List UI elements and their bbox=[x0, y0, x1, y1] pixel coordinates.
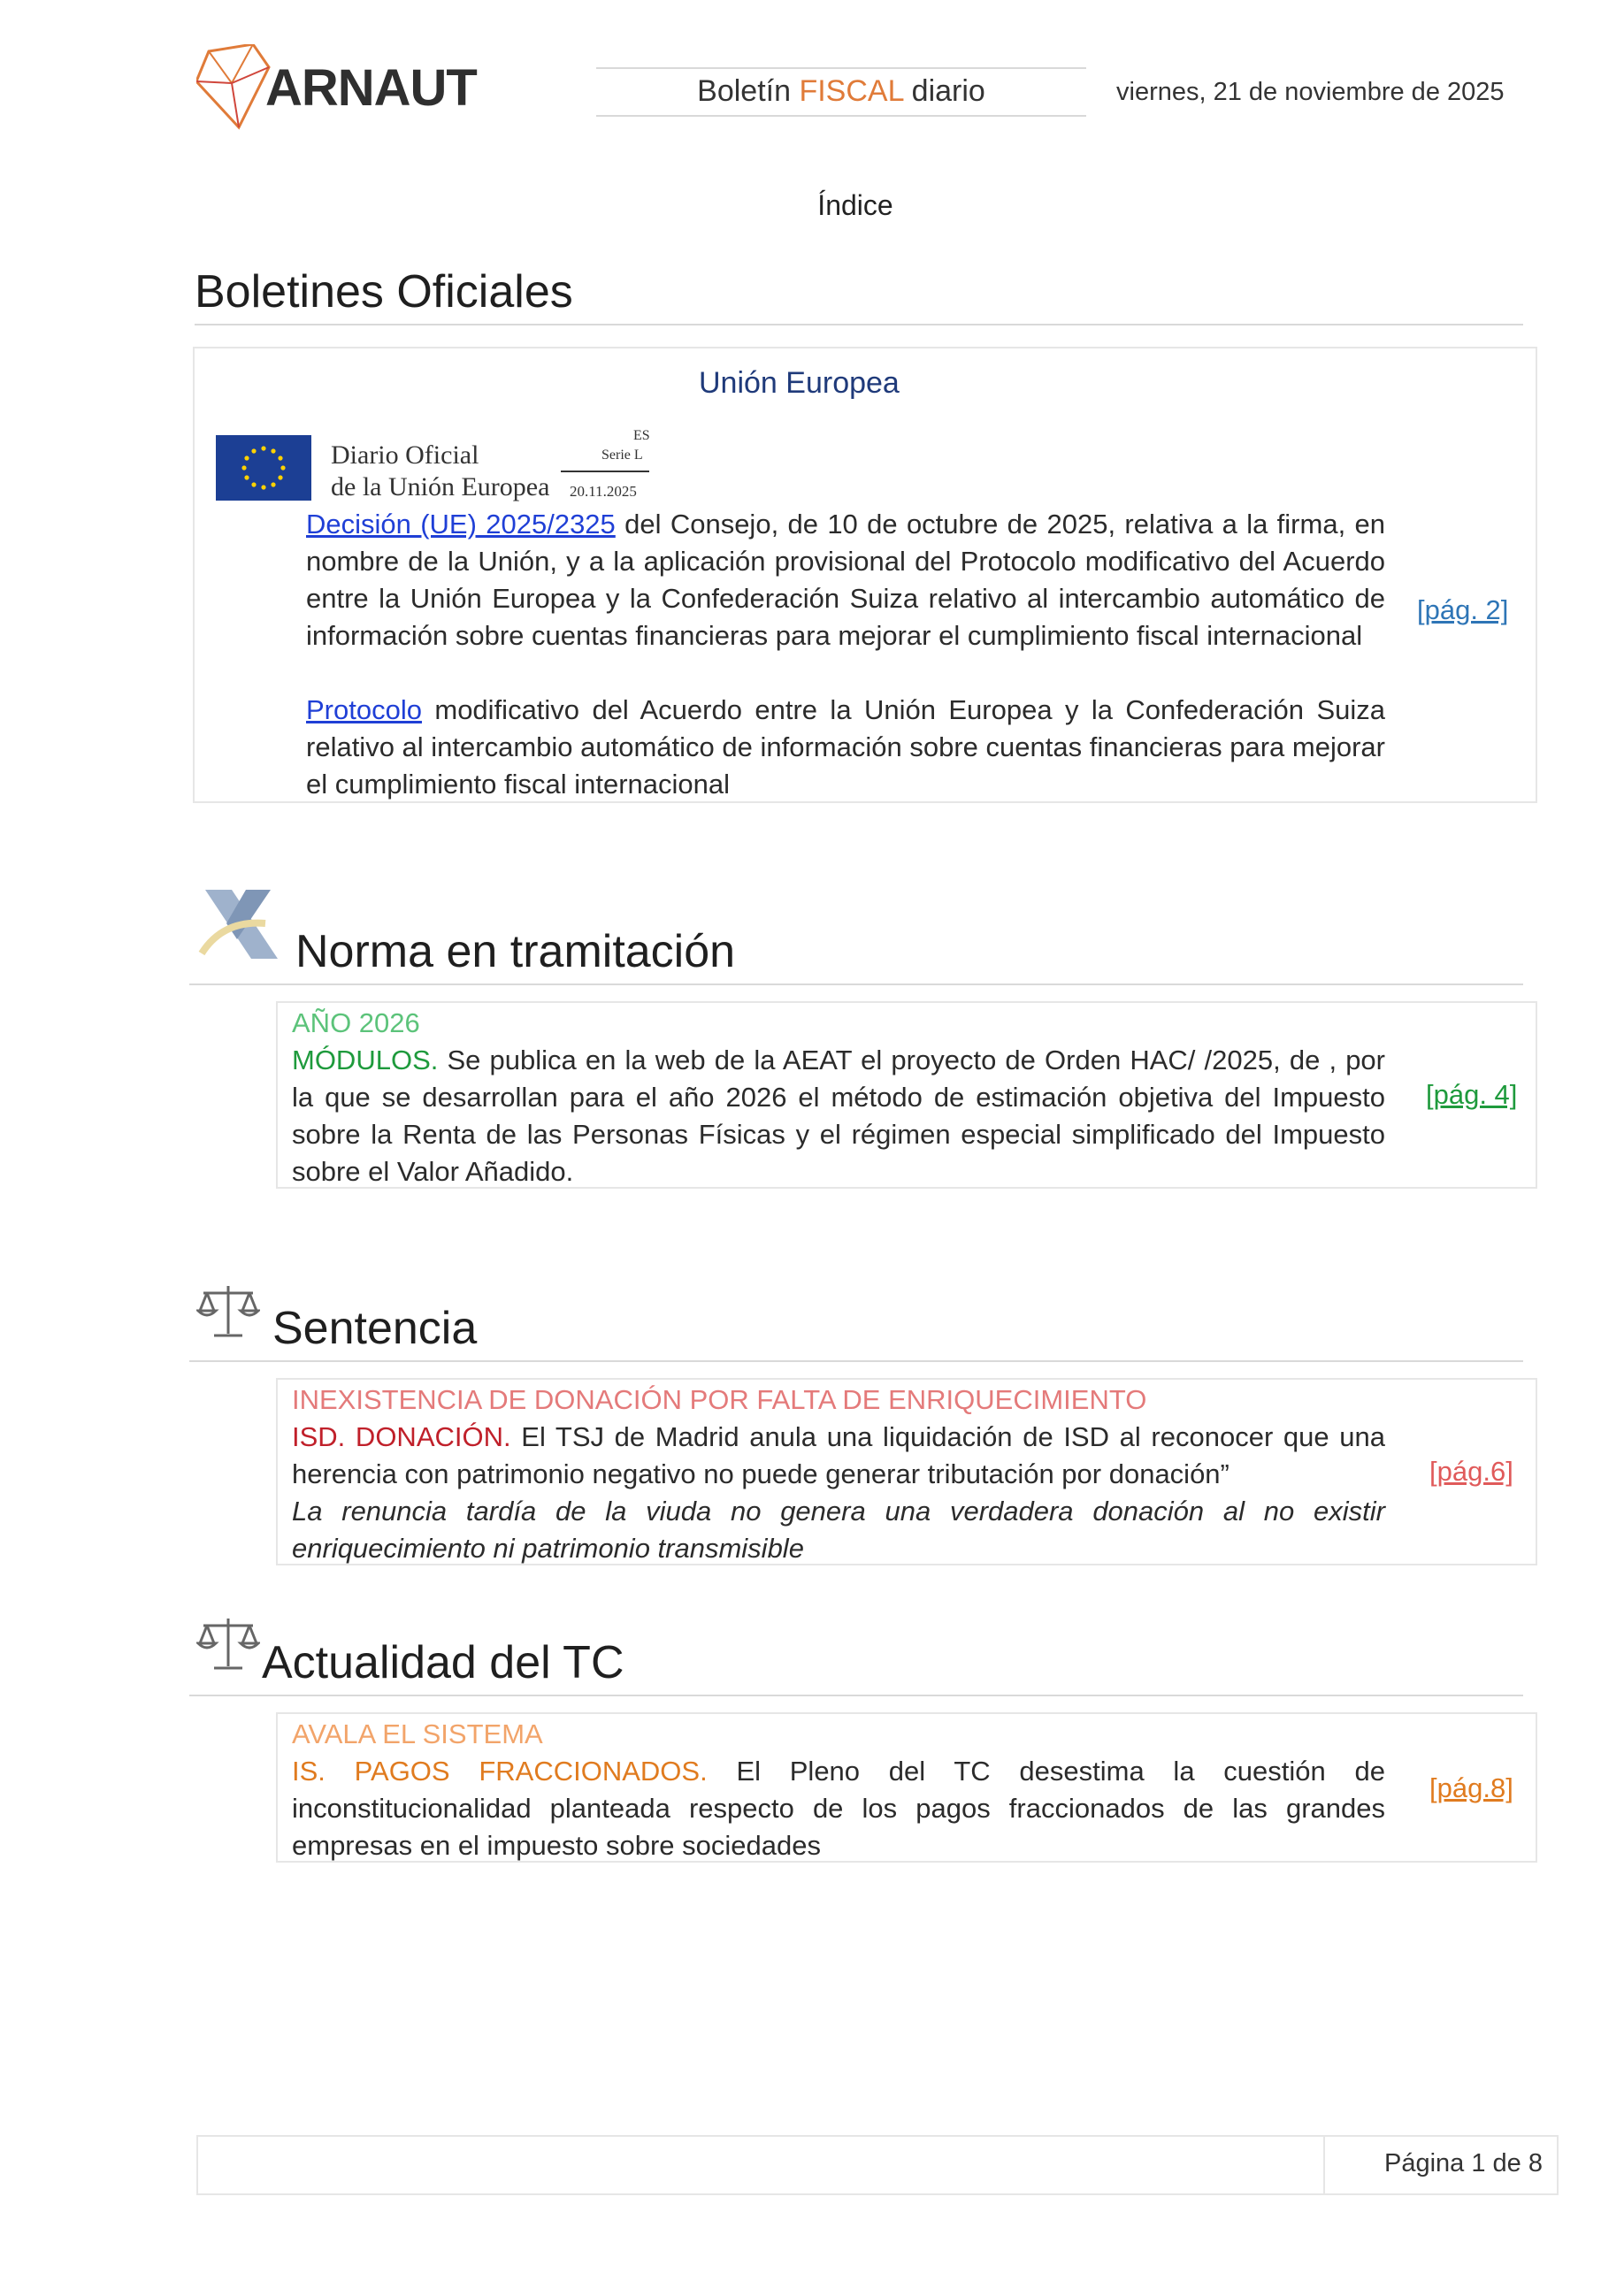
page-link-norma[interactable]: [pág. 4] bbox=[1426, 1079, 1518, 1110]
journal-rule bbox=[561, 471, 649, 472]
sentencia-kicker: INEXISTENCIA DE DONACIÓN POR FALTA DE ENRIQUECIMIENTO bbox=[292, 1384, 1147, 1415]
brand-name: ARNAUT bbox=[265, 59, 477, 117]
tc-kicker: AVALA EL SISTEMA bbox=[292, 1718, 543, 1749]
section-title-norma: Norma en tramitación bbox=[295, 926, 736, 977]
norma-lead: MÓDULOS. bbox=[292, 1045, 439, 1075]
bulletin-title bbox=[596, 74, 1086, 109]
norma-kicker: AÑO 2026 bbox=[292, 1007, 420, 1038]
boletines-item2 bbox=[306, 692, 1385, 803]
scales-of-justice-icon-tc bbox=[196, 1613, 260, 1673]
page-number: Página 1 de 8 bbox=[1384, 2149, 1543, 2177]
scales-of-justice-icon bbox=[196, 1281, 260, 1341]
bulletin-title-pre: Boletín bbox=[697, 74, 800, 108]
page-link-sentencia[interactable]: [pág.6] bbox=[1429, 1456, 1513, 1487]
section-rule-norma bbox=[189, 983, 1523, 985]
journal-line2: de la Unión Europea bbox=[331, 472, 550, 501]
sentencia-summary: La renuncia tardía de la viuda no genera una verdadera donación al no existir enriquecimiento ni patrimonio transmisible bbox=[292, 1496, 1385, 1564]
bulletin-title-accent: FISCAL bbox=[799, 74, 904, 108]
sentencia-text bbox=[292, 1419, 1385, 1493]
sentencia-body: El TSJ de Madrid anula una liquidación de ISD al reconocer que una herencia con patrimonio negativo no puede generar tributación por donación” bbox=[292, 1421, 1385, 1489]
protocolo-link[interactable]: Protocolo bbox=[306, 694, 422, 725]
eu-heading: Unión Europea bbox=[699, 366, 900, 400]
section-rule-boletines bbox=[195, 324, 1523, 325]
journal-lang: ES bbox=[633, 428, 650, 443]
norma-body: Se publica en la web de la AEAT el proyecto de Orden HAC/ /2025, de , por la que se desarrollan para el año 2026 el método de estimación objetiva del Impuesto sobre la Renta de las Personas Físicas y el régimen especial simplificado del Impuesto sobre el Valor Añadido. bbox=[292, 1045, 1385, 1187]
page-link-boletines[interactable]: [pág. 2] bbox=[1417, 594, 1509, 625]
header-rule-top bbox=[596, 67, 1086, 69]
index-label: Índice bbox=[817, 189, 893, 221]
tc-lead: IS. PAGOS FRACCIONADOS. bbox=[292, 1756, 708, 1787]
boletines-item1-text: del Consejo, de 10 de octubre de 2025, relativa a la firma, en nombre de la Unión, y a la aplicación provisional del Protocolo modificativo del Acuerdo entre la Unión Europea y la Confederación Suiza relativo al intercambio automático de información sobre cuentas financieras para mejorar el cumplimiento fiscal internacional bbox=[306, 509, 1385, 651]
section-rule-sentencia bbox=[189, 1360, 1523, 1362]
journal-series: Serie L bbox=[601, 448, 643, 463]
eu-flag-icon bbox=[216, 435, 311, 501]
tc-body: El Pleno del TC desestima la cuestión de inconstitucionalidad planteada respecto de los pagos fraccionados de las grandes empresas en el impuesto sobre sociedades bbox=[292, 1756, 1385, 1861]
journal-date: 20.11.2025 bbox=[570, 483, 637, 500]
bulletin-title-post: diario bbox=[903, 74, 985, 108]
tc-text bbox=[292, 1753, 1385, 1864]
boletines-item2-text: modificativo del Acuerdo entre la Unión Europea y la Confederación Suiza relativo al intercambio automático de información sobre cuentas financieras para mejorar el cumplimiento fiscal internacional bbox=[306, 694, 1385, 800]
aeat-logo-icon bbox=[196, 884, 285, 964]
page-link-tc[interactable]: [pág.8] bbox=[1429, 1772, 1513, 1803]
norma-text bbox=[292, 1042, 1385, 1190]
section-title-sentencia: Sentencia bbox=[272, 1303, 478, 1354]
journal-line1: Diario Oficial bbox=[331, 440, 479, 470]
section-title-tc: Actualidad del TC bbox=[262, 1637, 624, 1688]
bulletin-date: viernes, 21 de noviembre de 2025 bbox=[1116, 78, 1505, 106]
header-rule-bottom bbox=[596, 115, 1086, 117]
boletines-item1 bbox=[306, 506, 1385, 654]
sentencia-lead: ISD. DONACIÓN. bbox=[292, 1421, 511, 1452]
section-title-boletines: Boletines Oficiales bbox=[195, 266, 573, 318]
section-rule-tc bbox=[189, 1695, 1523, 1696]
decision-link[interactable]: Decisión (UE) 2025/2325 bbox=[306, 509, 616, 540]
